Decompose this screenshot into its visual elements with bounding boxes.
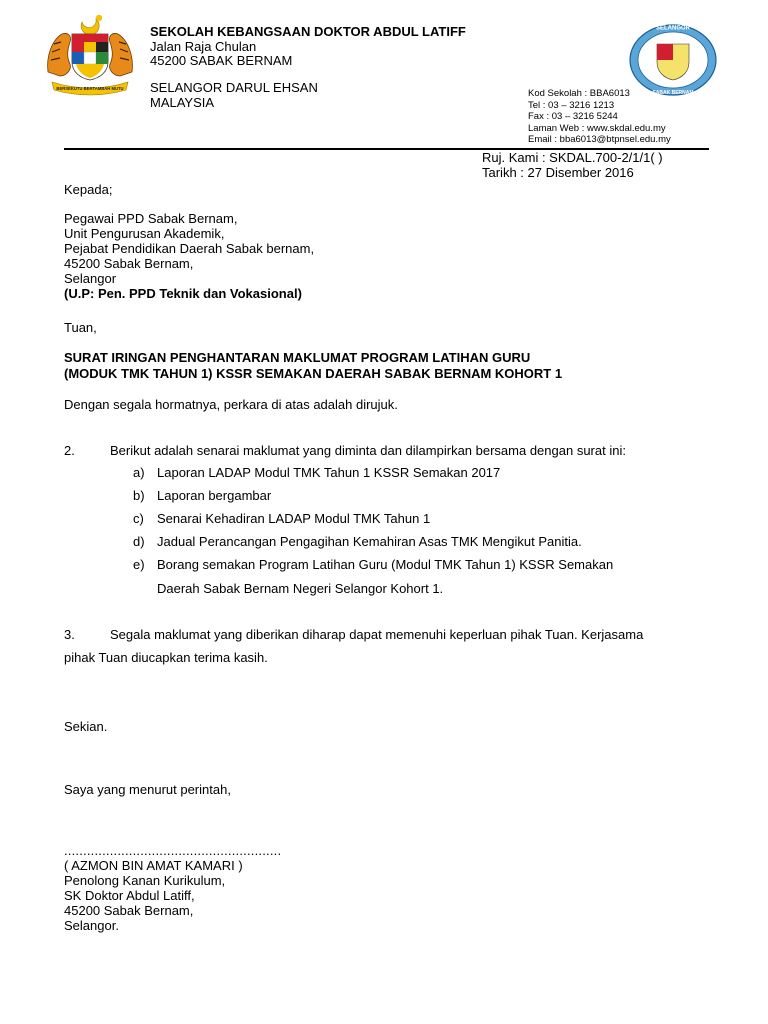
signatory-details — [64, 873, 225, 933]
signatory-line: Selangor. — [64, 918, 119, 933]
subject-line-2: (MODUK TMK TAHUN 1) KSSR SEMAKAN DAERAH SABAK BERNAM KOHORT 1 — [64, 366, 563, 381]
signature-line: ......................................................... — [64, 843, 282, 858]
recipient-greeting: Kepada; — [64, 182, 113, 197]
recipient-line: Unit Pengurusan Akademik, — [64, 226, 225, 241]
fax: Fax : 03 – 3216 5244 — [528, 111, 618, 122]
signatory-name: ( AZMON BIN AMAT KAMARI ) — [64, 858, 243, 873]
list-item-continuation: Daerah Sabak Bernam Negeri Selangor Kohort 1. — [157, 581, 444, 596]
closing-phrase: Saya yang menurut perintah, — [64, 782, 231, 797]
list-item: d) Jadual Perancangan Pengagihan Kemahiran Asas TMK Mengikut Panitia. — [133, 534, 582, 549]
paragraph-3-text-2: pihak Tuan diucapkan terima kasih. — [64, 650, 268, 665]
crest-top-text: SELANGOR — [655, 25, 691, 32]
letter-date: Tarikh : 27 Disember 2016 — [482, 165, 634, 180]
opening-sentence: Dengan segala hormatnya, perkara di atas adalah dirujuk. — [64, 397, 398, 412]
recipient-line: 45200 Sabak Bernam, — [64, 256, 194, 271]
coat-of-arms-logo — [42, 12, 138, 98]
reference-number: Ruj. Kami : SKDAL.700-2/1/1( ) — [482, 150, 663, 165]
list-item: c) Senarai Kehadiran LADAP Modul TMK Tahun 1 — [133, 511, 431, 526]
salutation: Tuan, — [64, 320, 97, 335]
recipient-line: Pegawai PPD Sabak Bernam, — [64, 211, 238, 226]
website-link[interactable]: Laman Web : www.skdal.edu.my — [528, 122, 666, 134]
paragraph-3-text-1: Segala maklumat yang diberikan diharap dapat memenuhi keperluan pihak Tuan. Kerjasama — [110, 627, 644, 642]
address-line-2: 45200 SABAK BERNAM — [150, 53, 293, 68]
paragraph-3-number: 3. — [64, 627, 75, 642]
signatory-line: Penolong Kanan Kurikulum, — [64, 873, 226, 888]
recipient-line: Selangor — [64, 271, 117, 286]
recipient-line: Pejabat Pendidikan Daerah Sabak bernam, — [64, 241, 315, 256]
subject-line-1: SURAT IRINGAN PENGHANTARAN MAKLUMAT PROGRAM LATIHAN GURU — [64, 350, 531, 365]
signatory-line: SK Doktor Abdul Latiff, — [64, 888, 195, 903]
signatory-line: 45200 Sabak Bernam, — [64, 903, 194, 918]
address-line-1: Jalan Raja Chulan — [150, 39, 257, 54]
crest-bottom-text: SABAK BERNAM — [652, 90, 694, 96]
school-code: Kod Sekolah : BBA6013 — [528, 88, 630, 99]
list-item: e) Borang semakan Program Latihan Guru (Modul TMK Tahun 1) KSSR Semakan — [133, 557, 614, 572]
coat-of-arms-motto: BERSEKUTU BERTAMBAH MUTU — [56, 86, 124, 91]
paragraph-2-number: 2. — [64, 443, 75, 458]
list-item: b) Laporan bergambar — [133, 488, 272, 503]
recipient-address — [64, 211, 314, 301]
email-link[interactable]: Email : bba6013@btpnsel.edu.my — [528, 134, 671, 145]
list-item: a) Laporan LADAP Modul TMK Tahun 1 KSSR Semakan 2017 — [133, 465, 501, 480]
sekian: Sekian. — [64, 719, 108, 734]
telephone: Tel : 03 – 3216 1213 — [528, 99, 615, 111]
paragraph-2-text: Berikut adalah senarai maklumat yang diminta dan dilampirkan bersama dengan surat ini: — [110, 443, 626, 458]
address-line-3: SELANGOR DARUL EHSAN — [150, 80, 318, 95]
contact-block — [528, 88, 671, 146]
school-crest-logo — [627, 22, 719, 98]
address-line-4: MALAYSIA — [150, 95, 215, 110]
school-name: SEKOLAH KEBANGSAAN DOKTOR ABDUL LATIFF — [150, 24, 466, 39]
recipient-attention: (U.P: Pen. PPD Teknik dan Vokasional) — [64, 286, 302, 301]
